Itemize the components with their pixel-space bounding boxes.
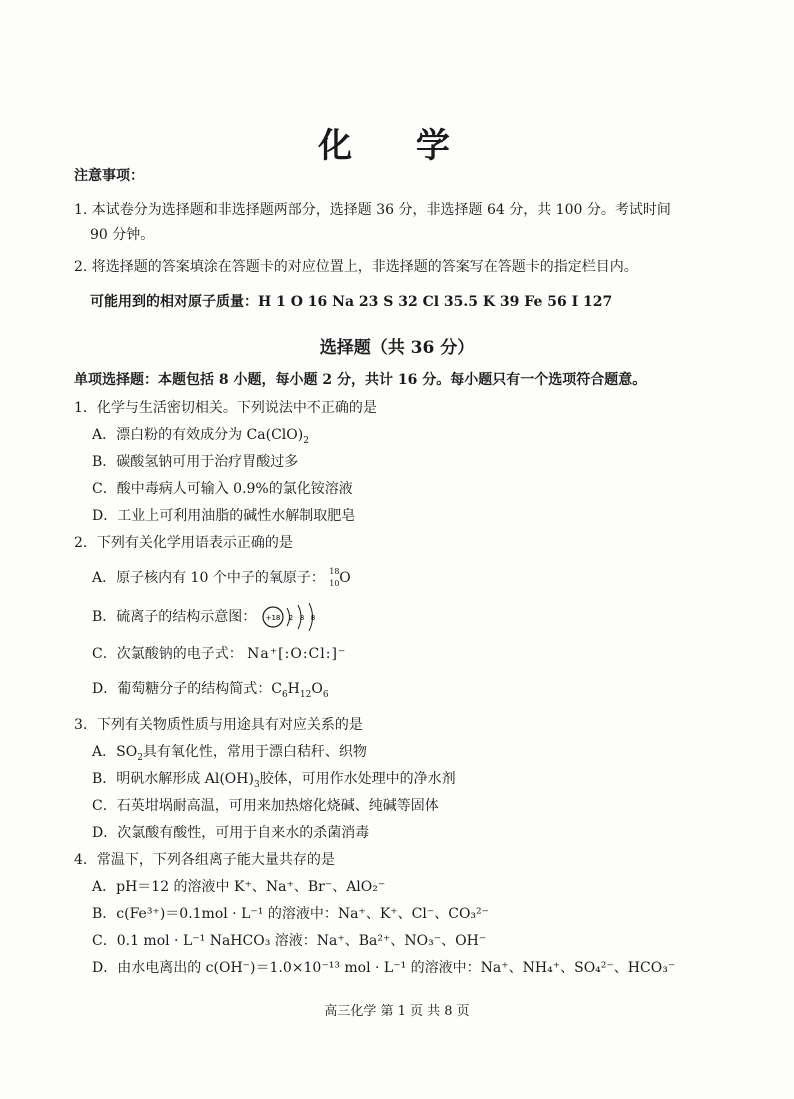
q2-option-a-text: A．原子核内有 10 个中子的氧原子： <box>92 570 325 586</box>
q2-option-b-text: B．硫离子的结构示意图： <box>92 609 257 625</box>
q2-option-b <box>92 602 331 632</box>
q4-option-c: C．0.1 mol · L⁻¹ NaHCO₃ 溶液：Na⁺、Ba²⁺、NO₃⁻、OH⁻ <box>92 933 487 949</box>
formula-h: H <box>287 681 300 697</box>
q2-option-a <box>92 569 351 587</box>
q2-stem: 2．下列有关化学用语表示正确的是 <box>74 535 293 551</box>
formula-sub-o: 6 <box>322 689 329 700</box>
q1-option-b: B．碳酸氢钠可用于治疗胃酸过多 <box>92 454 299 470</box>
q1-option-d: D．工业上可利用油脂的碱性水解制取肥皂 <box>92 508 356 524</box>
formula-o: O <box>311 681 323 697</box>
q2-option-c-text: C．次氯酸钠的电子式： <box>92 646 243 662</box>
q1-option-c: C．酸中毒病人可输入 0.9%的氯化铵溶液 <box>92 481 353 497</box>
q1-stem: 1．化学与生活密切相关。下列说法中不正确的是 <box>74 400 377 416</box>
q3-option-a <box>92 743 367 761</box>
diagram-nucleus-charge: +18 <box>265 614 281 622</box>
notice-item-1: 1. 本试卷分为选择题和非选择题两部分，选择题 36 分，非选择题 64 分，共 100 分。考试时间 <box>74 202 671 218</box>
notice-item-2: 2. 将选择题的答案填涂在答题卡的对应位置上，非选择题的答案写在答题卡的指定栏目内。 <box>74 259 638 275</box>
page-title: 化 学 <box>318 126 476 166</box>
isotope-atomic-number: 10 <box>329 579 340 588</box>
formula-sub-h: 12 <box>299 689 312 700</box>
q4-option-a: A．pH＝12 的溶液中 K⁺、Na⁺、Br⁻、AlO₂⁻ <box>92 879 386 895</box>
q2-option-d <box>92 680 329 698</box>
atomic-masses: 可能用到的相对原子质量：H 1 O 16 Na 23 S 32 Cl 35.5 K 39 Fe 56 I 127 <box>90 294 613 310</box>
section-title: 选择题（共 36 分） <box>319 338 475 358</box>
q3-option-b <box>92 770 456 788</box>
q2-option-d-text: D．葡萄糖分子的结构简式：C <box>92 681 282 697</box>
q3-option-a-prefix: A．SO <box>92 744 138 760</box>
diagram-shell-2: 8 <box>299 614 304 622</box>
q3-option-a-text: 具有氧化性，常用于漂白秸秆、织物 <box>142 744 367 760</box>
q4-option-b: B．c(Fe³⁺)＝0.1mol · L⁻¹ 的溶液中：Na⁺、K⁺、Cl⁻、CO₃²⁻ <box>92 906 490 922</box>
q3-option-b-sub: 3 <box>253 779 260 790</box>
q3-option-c: C．石英坩埚耐高温，可用来加热熔化烧碱、纯碱等固体 <box>92 798 439 814</box>
q3-option-a-sub: 2 <box>137 752 143 763</box>
sodium-hypochlorite-electron-formula: Na⁺[:O:Cl:]⁻ <box>247 646 347 662</box>
section-instructions: 单项选择题：本题包括 8 小题，每小题 2 分，共计 16 分。每小题只有一个选项符合题意。 <box>74 372 647 388</box>
q3-option-b-text: 胶体，可用作水处理中的净水剂 <box>259 771 456 787</box>
sulfide-ion-structure-diagram <box>261 602 331 632</box>
q1-option-a-text: A．漂白粉的有效成分为 Ca(ClO) <box>92 427 304 443</box>
diagram-shell-3: 8 <box>310 614 315 622</box>
oxygen-isotope-symbol <box>329 569 351 587</box>
q2-option-c <box>92 645 346 663</box>
q4-stem: 4．常温下，下列各组离子能大量共存的是 <box>74 852 335 868</box>
q3-option-d: D．次氯酸有酸性，可用于自来水的杀菌消毒 <box>92 825 370 841</box>
notice-item-1-cont: 90 分钟。 <box>90 227 155 243</box>
diagram-shell-1: 2 <box>288 614 293 622</box>
q1-option-a <box>92 426 309 444</box>
notice-heading: 注意事项： <box>74 168 144 184</box>
isotope-mass-number: 18 <box>329 567 340 576</box>
q3-option-b-prefix: B．明矾水解形成 Al(OH) <box>92 771 254 787</box>
page-footer: 高三化学 第 1 页 共 8 页 <box>324 1004 470 1019</box>
q1-option-a-sub: 2 <box>303 435 309 446</box>
isotope-symbol: O <box>339 570 351 586</box>
formula-sub-c: 6 <box>281 689 288 700</box>
q4-option-d: D．由水电离出的 c(OH⁻)＝1.0×10⁻¹³ mol · L⁻¹ 的溶液中：Na⁺、NH₄⁺、SO₄²⁻、HCO₃⁻ <box>92 960 676 976</box>
q3-stem: 3．下列有关物质性质与用途具有对应关系的是 <box>74 717 363 733</box>
